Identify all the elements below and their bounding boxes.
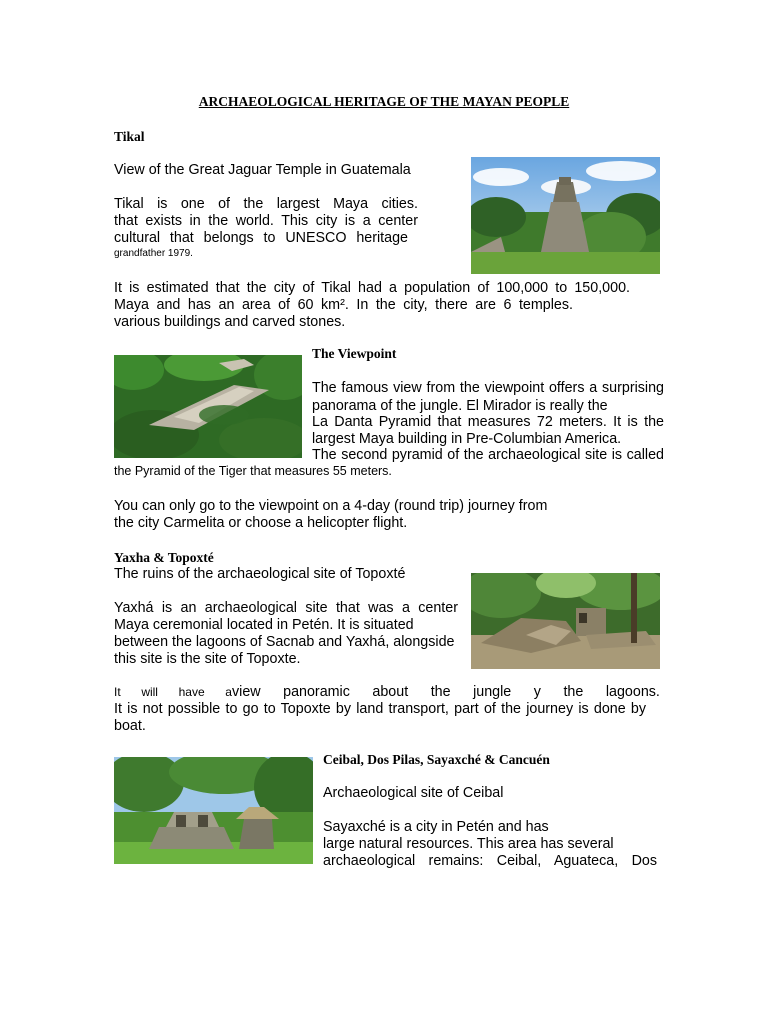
yaxha-rest-word: view	[232, 684, 261, 700]
yaxha-rest-word: y	[533, 684, 541, 700]
yaxha-rest-word: jungle	[473, 684, 512, 700]
viewpoint-para2-line1: You can only go to the viewpoint on a 4-day (round trip) journey from	[114, 498, 548, 514]
yaxha-lead-word: a	[225, 685, 232, 699]
great-jaguar-temple-photo	[471, 157, 660, 274]
ceibal-para1-line1: Sayaxché is a city in Petén and has	[323, 819, 549, 835]
yaxha-para2-line1	[114, 684, 664, 701]
viewpoint-para1-line5: The second pyramid of the archaeological site is called	[312, 447, 664, 463]
yaxha-para1-line3: between the lagoons of Sacnab and Yaxhá, alongside	[114, 634, 455, 650]
tikal-para1-small: grandfather 1979.	[114, 248, 193, 259]
tikal-para1-line3: cultural that belongs to UNESCO heritage	[114, 230, 408, 246]
yaxha-subheading: The ruins of the archaeological site of Topoxté	[114, 566, 406, 582]
yaxha-rest-word: about	[372, 684, 409, 700]
viewpoint-para1-line1: The famous view from the viewpoint offers a surprising	[312, 380, 664, 396]
viewpoint-para2-line2: the city Carmelita or choose a helicopter flight.	[114, 515, 408, 531]
viewpoint-para1-line4: largest Maya building in Pre-Columbian America.	[312, 431, 622, 447]
yaxha-rest-word: panoramic	[283, 684, 350, 700]
tikal-para2-line3: various buildings and carved stones.	[114, 314, 346, 330]
yaxha-para1-line4: this site is the site of Topoxte.	[114, 651, 301, 667]
yaxha-rest-word: the	[563, 684, 584, 700]
yaxha-para2-line3: boat.	[114, 718, 146, 734]
yaxha-rest-word: the	[430, 684, 451, 700]
yaxha-para1-line1: Yaxhá is an archaeological site that was a center	[114, 600, 458, 616]
yaxha-lead-word: It	[114, 685, 121, 699]
viewpoint-para1-line3: La Danta Pyramid that measures 72 meters. It is the	[312, 414, 664, 430]
viewpoint-para1-small: the Pyramid of the Tiger that measures 55 meters.	[114, 464, 392, 478]
ceibal-heading: Ceibal, Dos Pilas, Sayaxché & Cancuén	[323, 752, 550, 767]
el-mirador-jungle-photo	[114, 355, 302, 458]
yaxha-lead-word: will	[141, 685, 158, 699]
yaxha-para2-lead	[114, 685, 232, 699]
ceibal-ruins-photo	[114, 757, 313, 864]
tikal-para2-line1: It is estimated that the city of Tikal had a population of 100,000 to 150,000.	[114, 280, 630, 296]
yaxha-heading: Yaxha & Topoxté	[114, 550, 214, 565]
yaxha-para2-line2: It is not possible to go to Topoxte by land transport, part of the journey is done by	[114, 701, 646, 717]
tikal-caption: View of the Great Jaguar Temple in Guatemala	[114, 162, 411, 178]
ceibal-para1-line3: archaeological remains: Ceibal, Aguateca, Dos	[323, 853, 657, 869]
viewpoint-heading: The Viewpoint	[312, 346, 397, 361]
ceibal-para1-line2: large natural resources. This area has several	[323, 836, 614, 852]
tikal-para1-line2: that exists in the world. This city is a center	[114, 213, 418, 229]
tikal-para1-line1: Tikal is one of the largest Maya cities.	[114, 196, 418, 212]
yaxha-para1-line2: Maya ceremonial located in Petén. It is situated	[114, 617, 414, 633]
topoxte-ruins-photo	[471, 573, 660, 669]
ceibal-subheading: Archaeological site of Ceibal	[323, 785, 504, 801]
tikal-heading: Tikal	[114, 129, 145, 144]
document-title: ARCHAEOLOGICAL HERITAGE OF THE MAYAN PEOPLE	[198, 94, 570, 109]
tikal-para2-line2: Maya and has an area of 60 km². In the city, there are 6 temples.	[114, 297, 573, 313]
yaxha-para2-rest	[232, 684, 660, 701]
viewpoint-para1-line2: panorama of the jungle. El Mirador is really the	[312, 398, 608, 414]
yaxha-rest-word: lagoons.	[605, 684, 660, 700]
yaxha-lead-word: have	[178, 685, 205, 699]
